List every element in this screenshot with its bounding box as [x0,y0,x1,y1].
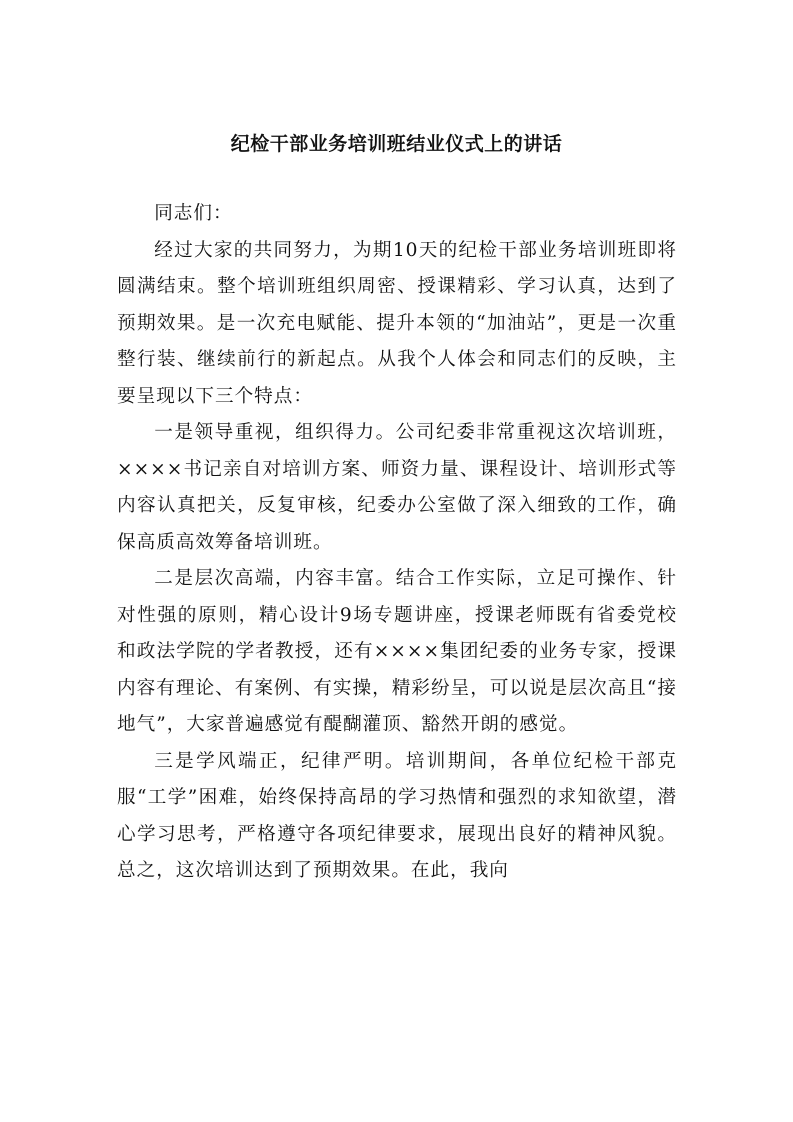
intro-paragraph: 经过大家的共同努力，为期10天的纪检干部业务培训班即将圆满结束。整个培训班组织周密、授课精彩、学习认真，达到了预期效果。是一次充电赋能、提升本领的“加油站”，更是一次重整行装、继续前行的新起点。从我个人体会和同志们的反映，主要呈现以下三个特点： [117,239,677,407]
point-two-paragraph: 二是层次高端，内容丰富。结合工作实际，立足可操作、针对性强的原则，精心设计9场专题讲座，授课老师既有省委党校和政法学院的学者教授，还有××××集团纪委的业务专家，授课内容有理论、有案例、有实操，精彩纷呈，可以说是层次高且“接地气”，大家普遍感觉有醍醐灌顶、豁然开朗的感觉。 [117,568,677,735]
point-one-paragraph: 一是领导重视，组织得力。公司纪委非常重视这次培训班，××××书记亲自对培训方案、师资力量、课程设计、培训形式等内容认真把关，反复审核，纪委办公室做了深入细致的工作，确保高质高效筹备培训班。 [117,422,677,553]
document-body [117,196,677,890]
point-three-paragraph: 三是学风端正，纪律严明。培训期间，各单位纪检干部克服“工学”困难，始终保持高昂的学习热情和强烈的求知欲望，潜心学习思考，严格遵守各项纪律要求，展现出良好的精神风貌。总之，这次培训达到了预期效果。在此，我向 [117,750,677,881]
salutation-paragraph: 同志们： [154,203,233,224]
document-title: 纪检干部业务培训班结业仪式上的讲话 [230,133,563,155]
